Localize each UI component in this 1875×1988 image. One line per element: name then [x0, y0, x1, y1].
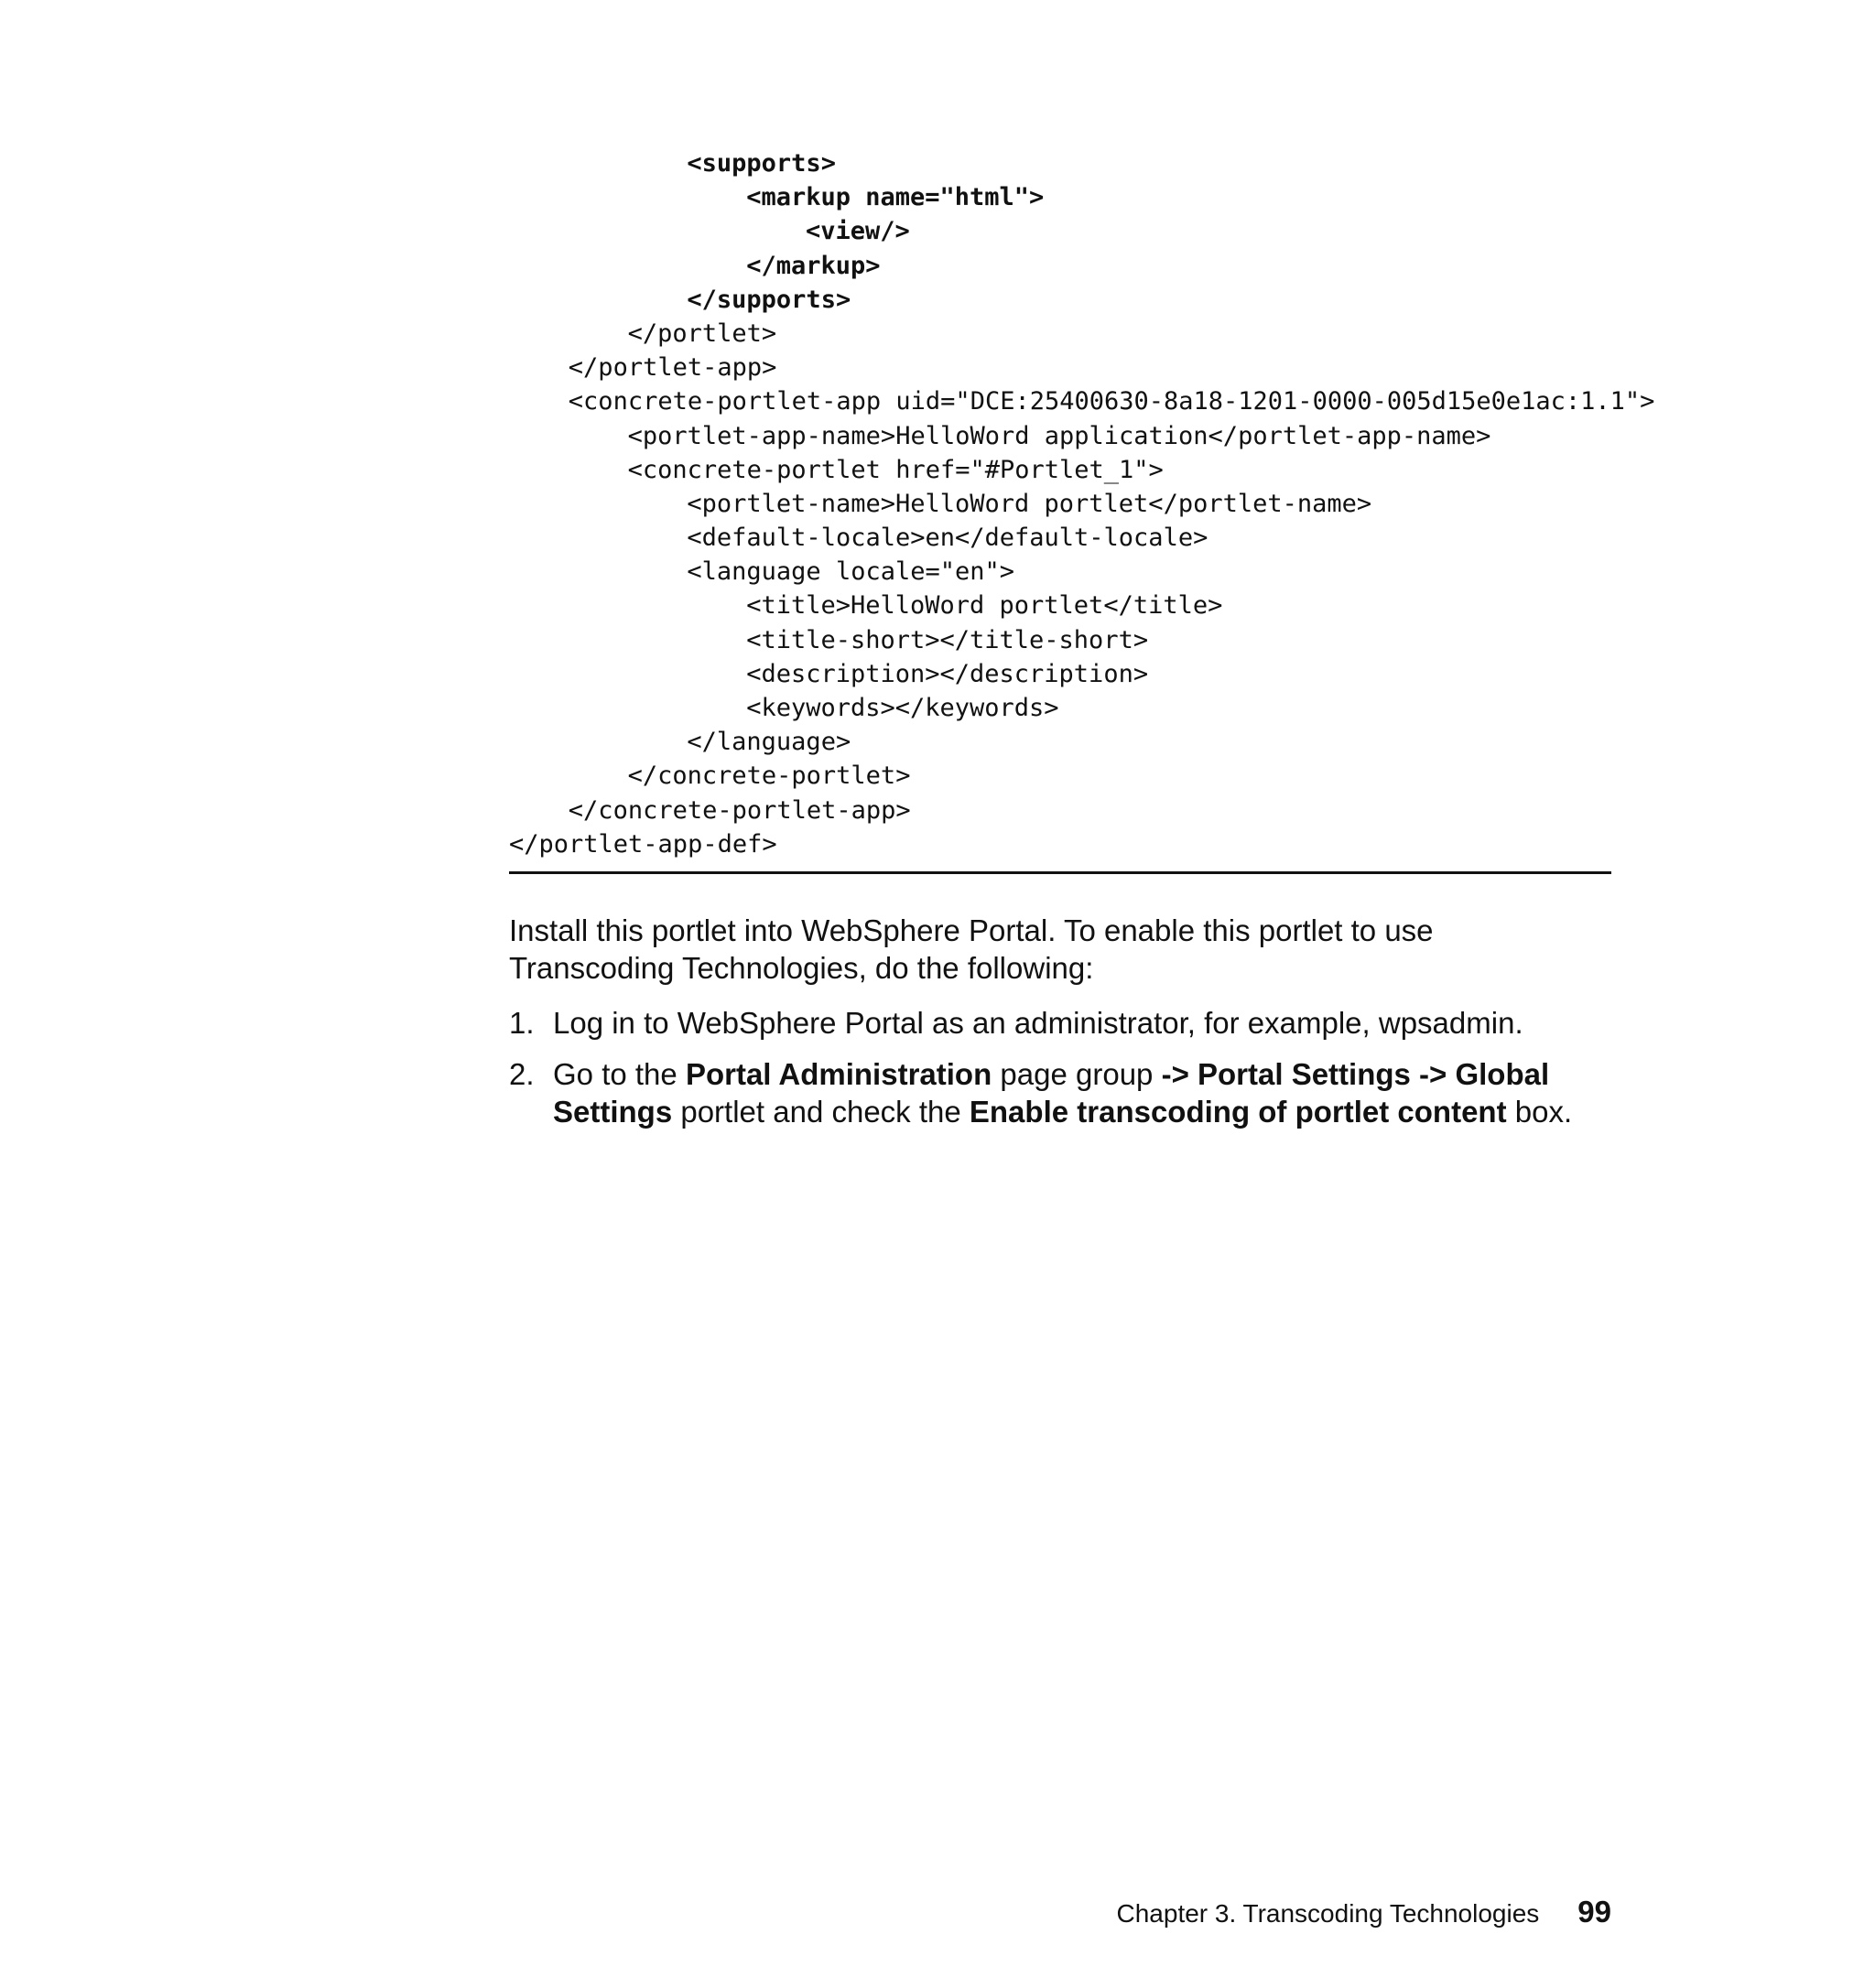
step-2-text-4: box. — [1506, 1095, 1573, 1129]
step-2 — [509, 1055, 1611, 1130]
page-footer — [1007, 1895, 1611, 1929]
intro-line-1: Install this portlet into WebSphere Portal. To enable this portlet to use — [509, 913, 1434, 947]
code-listing — [509, 146, 1655, 861]
code-line: <keywords></keywords> — [746, 694, 1059, 722]
code-line: </portlet-app> — [568, 353, 777, 383]
code-line: <supports> — [687, 149, 836, 178]
code-line: <markup name="html"> — [746, 183, 1045, 212]
code-line: <description></description> — [746, 659, 1149, 688]
code-line: </concrete-portlet-app> — [568, 795, 911, 825]
step-1-number: 1. — [509, 1006, 535, 1040]
step-2-number: 2. — [509, 1057, 535, 1091]
portal-settings-path: -> Portal Settings -> Global — [1161, 1057, 1550, 1091]
enable-transcoding-label: Enable transcoding of portlet content — [969, 1095, 1507, 1129]
step-1-text: Log in to WebSphere Portal as an administrator, for example, wpsadmin. — [553, 1006, 1523, 1040]
code-line: <concrete-portlet href="#Portlet_1"> — [627, 455, 1164, 484]
portal-administration-label: Portal Administration — [685, 1057, 992, 1091]
global-settings-label: Settings — [553, 1095, 673, 1129]
step-2-text — [553, 1055, 1611, 1130]
page-number: 99 — [1577, 1895, 1611, 1929]
code-line: <default-locale>en</default-locale> — [687, 524, 1208, 553]
code-line: </language> — [687, 728, 851, 757]
code-line: </markup> — [746, 251, 881, 280]
code-line: </concrete-portlet> — [627, 762, 911, 791]
step-2-text-1: Go to the — [553, 1057, 686, 1091]
code-line: <portlet-name>HelloWord portlet</portlet-name> — [687, 489, 1372, 518]
code-line: <view/> — [806, 217, 910, 246]
code-line: <concrete-portlet-app uid="DCE:25400630-8a18-1201-0000-005d15e0e1ac:1.1"> — [568, 387, 1655, 416]
intro-line-2: Transcoding Technologies, do the following: — [509, 951, 1094, 985]
code-divider — [509, 871, 1611, 874]
step-1 — [509, 1004, 1611, 1042]
code-line: <title-short></title-short> — [746, 625, 1149, 654]
chapter-title: Chapter 3. Transcoding Technologies — [1116, 1899, 1540, 1928]
code-line: <portlet-app-name>HelloWord application</portlet-app-name> — [627, 421, 1491, 450]
code-line: </portlet-app-def> — [509, 829, 777, 859]
code-line: <language locale="en"> — [687, 557, 1015, 587]
code-line: <title>HelloWord portlet</title> — [746, 591, 1223, 621]
code-line: </portlet> — [627, 319, 777, 348]
intro-paragraph — [509, 912, 1611, 987]
step-2-text-2: page group — [992, 1057, 1162, 1091]
step-2-text-3: portlet and check the — [672, 1095, 970, 1129]
code-line: </supports> — [687, 285, 851, 314]
